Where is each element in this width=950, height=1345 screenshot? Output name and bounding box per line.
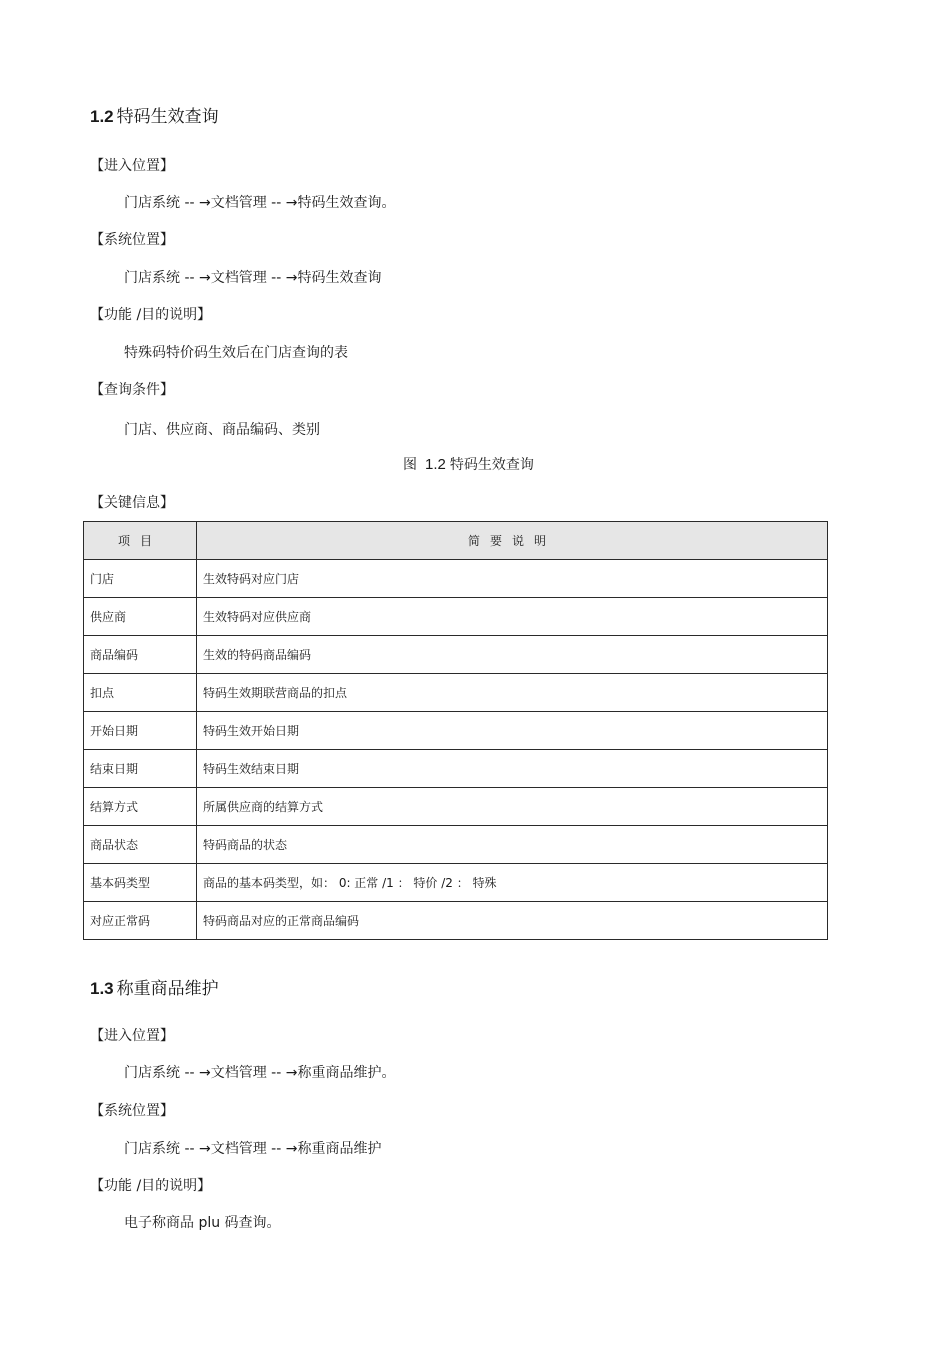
entry-location-text: 门店系统 -- →文档管理 -- →特码生效查询。 xyxy=(124,195,396,211)
table-cell-description: 特码商品对应的正常商品编码 xyxy=(197,902,828,940)
section-heading-1-2 xyxy=(90,102,219,127)
system-location-text: 门店系统 -- →文档管理 -- →称重商品维护 xyxy=(124,1141,382,1157)
table-row xyxy=(84,636,828,674)
system-location-label: 【系统位置】 xyxy=(90,1103,174,1119)
key-info-table xyxy=(83,521,828,940)
table-cell-description: 特码生效开始日期 xyxy=(197,712,828,750)
table-row xyxy=(84,598,828,636)
key-info-label: 【关键信息】 xyxy=(90,495,174,511)
table-row xyxy=(84,902,828,940)
entry-location-text: 门店系统 -- →文档管理 -- →称重商品维护。 xyxy=(124,1065,396,1081)
function-text: 特殊码特价码生效后在门店查询的表 xyxy=(124,345,348,361)
figure-title: 特码生效查询 xyxy=(449,457,534,473)
section-title: 特码生效查询 xyxy=(116,107,219,127)
table-cell-description: 所属供应商的结算方式 xyxy=(197,788,828,826)
figure-caption xyxy=(403,454,534,474)
section-number: 1.2 xyxy=(90,107,114,126)
entry-location-label: 【进入位置】 xyxy=(90,158,174,174)
table-cell-item: 结算方式 xyxy=(84,788,197,826)
table-row xyxy=(84,560,828,598)
table-row xyxy=(84,788,828,826)
section-heading-1-3 xyxy=(90,974,219,999)
table-cell-item: 扣点 xyxy=(84,674,197,712)
table-cell-item: 门店 xyxy=(84,560,197,598)
column-header-item: 项目 xyxy=(84,522,197,560)
table-cell-item: 结束日期 xyxy=(84,750,197,788)
table-cell-item: 商品状态 xyxy=(84,826,197,864)
table-cell-description: 特码商品的状态 xyxy=(197,826,828,864)
query-conditions-text: 门店、供应商、商品编码、类别 xyxy=(124,422,320,438)
table-cell-description: 生效特码对应供应商 xyxy=(197,598,828,636)
table-cell-description: 特码生效结束日期 xyxy=(197,750,828,788)
table-header-row xyxy=(84,522,828,560)
query-conditions-label: 【查询条件】 xyxy=(90,382,174,398)
function-label: 【功能 /目的说明】 xyxy=(90,307,212,323)
table-cell-description: 商品的基本码类型，如： 0: 正常 /1 ： 特价 /2 ： 特殊 xyxy=(197,864,828,902)
system-location-label: 【系统位置】 xyxy=(90,232,174,248)
table-row xyxy=(84,826,828,864)
table-cell-item: 基本码类型 xyxy=(84,864,197,902)
function-label: 【功能 /目的说明】 xyxy=(90,1178,212,1194)
table-cell-description: 特码生效期联营商品的扣点 xyxy=(197,674,828,712)
figure-number: 1.2 xyxy=(425,456,446,473)
table-cell-item: 供应商 xyxy=(84,598,197,636)
table-row xyxy=(84,712,828,750)
table-cell-description: 生效的特码商品编码 xyxy=(197,636,828,674)
table-cell-description: 生效特码对应门店 xyxy=(197,560,828,598)
section-title: 称重商品维护 xyxy=(116,979,219,999)
table-row xyxy=(84,864,828,902)
column-header-description: 简要说明 xyxy=(197,522,828,560)
entry-location-label: 【进入位置】 xyxy=(90,1028,174,1044)
table-cell-item: 商品编码 xyxy=(84,636,197,674)
table-row xyxy=(84,750,828,788)
table-row xyxy=(84,674,828,712)
table-cell-item: 开始日期 xyxy=(84,712,197,750)
table-cell-item: 对应正常码 xyxy=(84,902,197,940)
section-number: 1.3 xyxy=(90,979,114,998)
figure-prefix: 图 xyxy=(403,457,417,473)
system-location-text: 门店系统 -- →文档管理 -- →特码生效查询 xyxy=(124,270,382,286)
function-text: 电子称商品 plu 码查询。 xyxy=(124,1215,281,1231)
